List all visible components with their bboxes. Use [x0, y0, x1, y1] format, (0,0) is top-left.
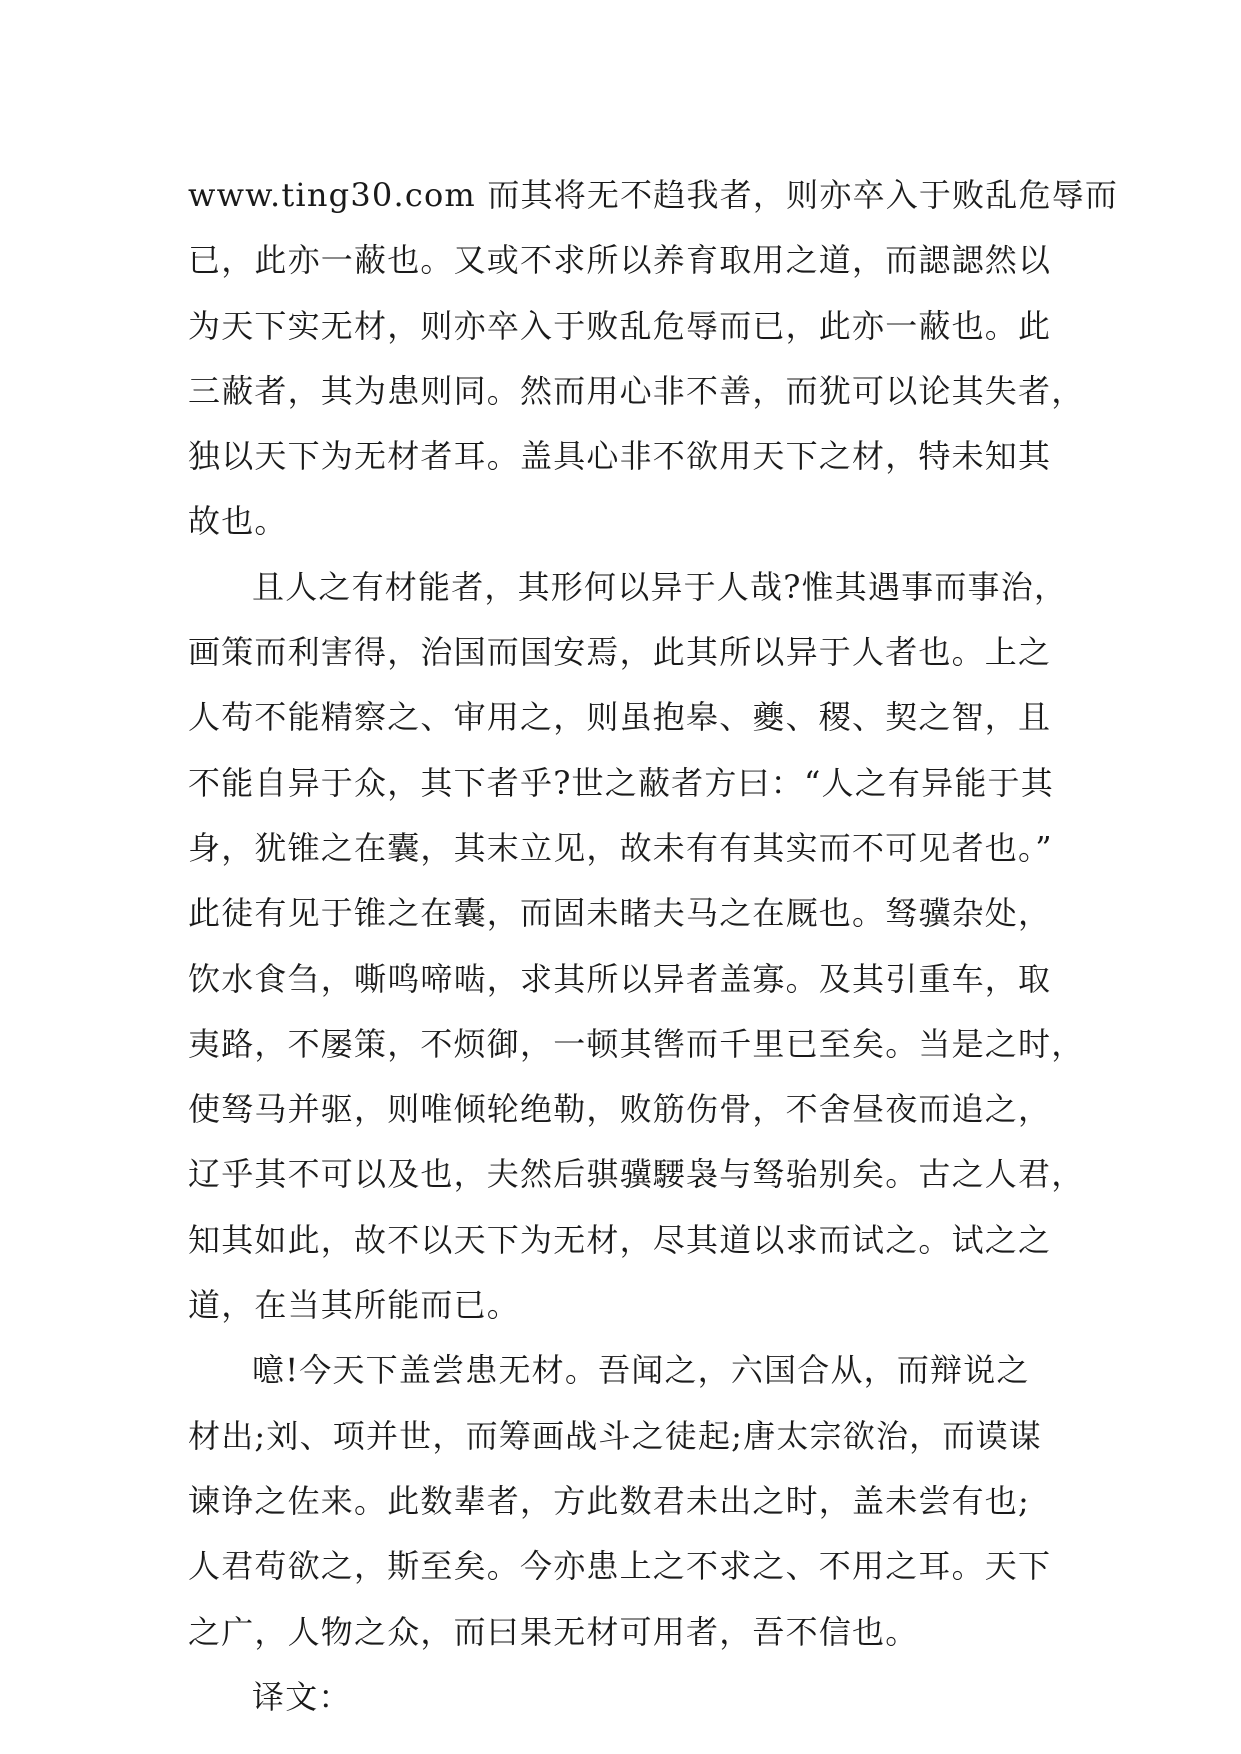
text-line: 之广，人物之众，而曰果无材可用者，吾不信也。 — [188, 1612, 919, 1651]
text-line: 此徒有见于锥之在囊，而固未睹夫马之在厩也。驽骥杂处， — [188, 894, 1052, 933]
paragraph-first-line: 且人之有材能者，其形何以异于人哉?惟其遇事而事治， — [252, 567, 1068, 606]
text-line: 使驽马并驱，则唯倾轮绝勒，败筋伤骨，不舍昼夜而追之， — [188, 1090, 1052, 1129]
text-line: 人苟不能精察之、审用之，则虽抱皋、夔、稷、契之智，且 — [188, 698, 1052, 737]
text-line: 知其如此，故不以天下为无材，尽其道以求而试之。试之之 — [188, 1220, 1052, 1259]
text-line: 辽乎其不可以及也，夫然后骐骥騕袅与驽骀别矣。古之人君， — [188, 1155, 1085, 1194]
text-line: 故也。 — [188, 502, 288, 541]
paragraph-first-line: 噫!今天下盖尝患无材。吾闻之，六国合从，而辩说之 — [252, 1351, 1030, 1390]
text-line: 身，犹锥之在囊，其末立见，故未有有其实而不可见者也。” — [188, 828, 1053, 867]
document-body — [188, 163, 1119, 1730]
text-line: www.ting30.com 而其将无不趋我者，则亦卒入于败乱危辱而 — [188, 176, 1119, 214]
text-line: 画策而利害得，治国而国安焉，此其所以异于人者也。上之 — [188, 633, 1052, 672]
text-line: 人君苟欲之，斯至矣。今亦患上之不求之、不用之耳。天下 — [188, 1547, 1052, 1586]
text-line: 为天下实无材，则亦卒入于败乱危辱而已，此亦一蔽也。此 — [188, 306, 1052, 345]
text-line: 谏诤之佐来。此数辈者，方此数君未出之时，盖未尝有也; — [188, 1481, 1030, 1520]
text-line: 夷路，不屡策，不烦御，一顿其辔而千里已至矣。当是之时， — [188, 1024, 1085, 1063]
text-line: 材出;刘、项并世，而筹画战斗之徒起;唐太宗欲治，而谟谋 — [188, 1416, 1042, 1455]
text-line: 独以天下为无材者耳。盖具心非不欲用天下之材，特未知其 — [188, 437, 1052, 476]
text-line: 三蔽者，其为患则同。然而用心非不善，而犹可以论其失者， — [188, 371, 1085, 410]
translation-heading: 译文： — [252, 1677, 352, 1716]
text-line: 道，在当其所能而已。 — [188, 1286, 521, 1325]
text-line: 已，此亦一蔽也。又或不求所以养育取用之道，而諰諰然以 — [188, 241, 1052, 280]
text-line: 不能自异于众，其下者乎?世之蔽者方曰：“人之有异能于其 — [188, 763, 1054, 802]
text-line: 饮水食刍，嘶鸣啼啮，求其所以异者盖寡。及其引重车，取 — [188, 959, 1052, 998]
